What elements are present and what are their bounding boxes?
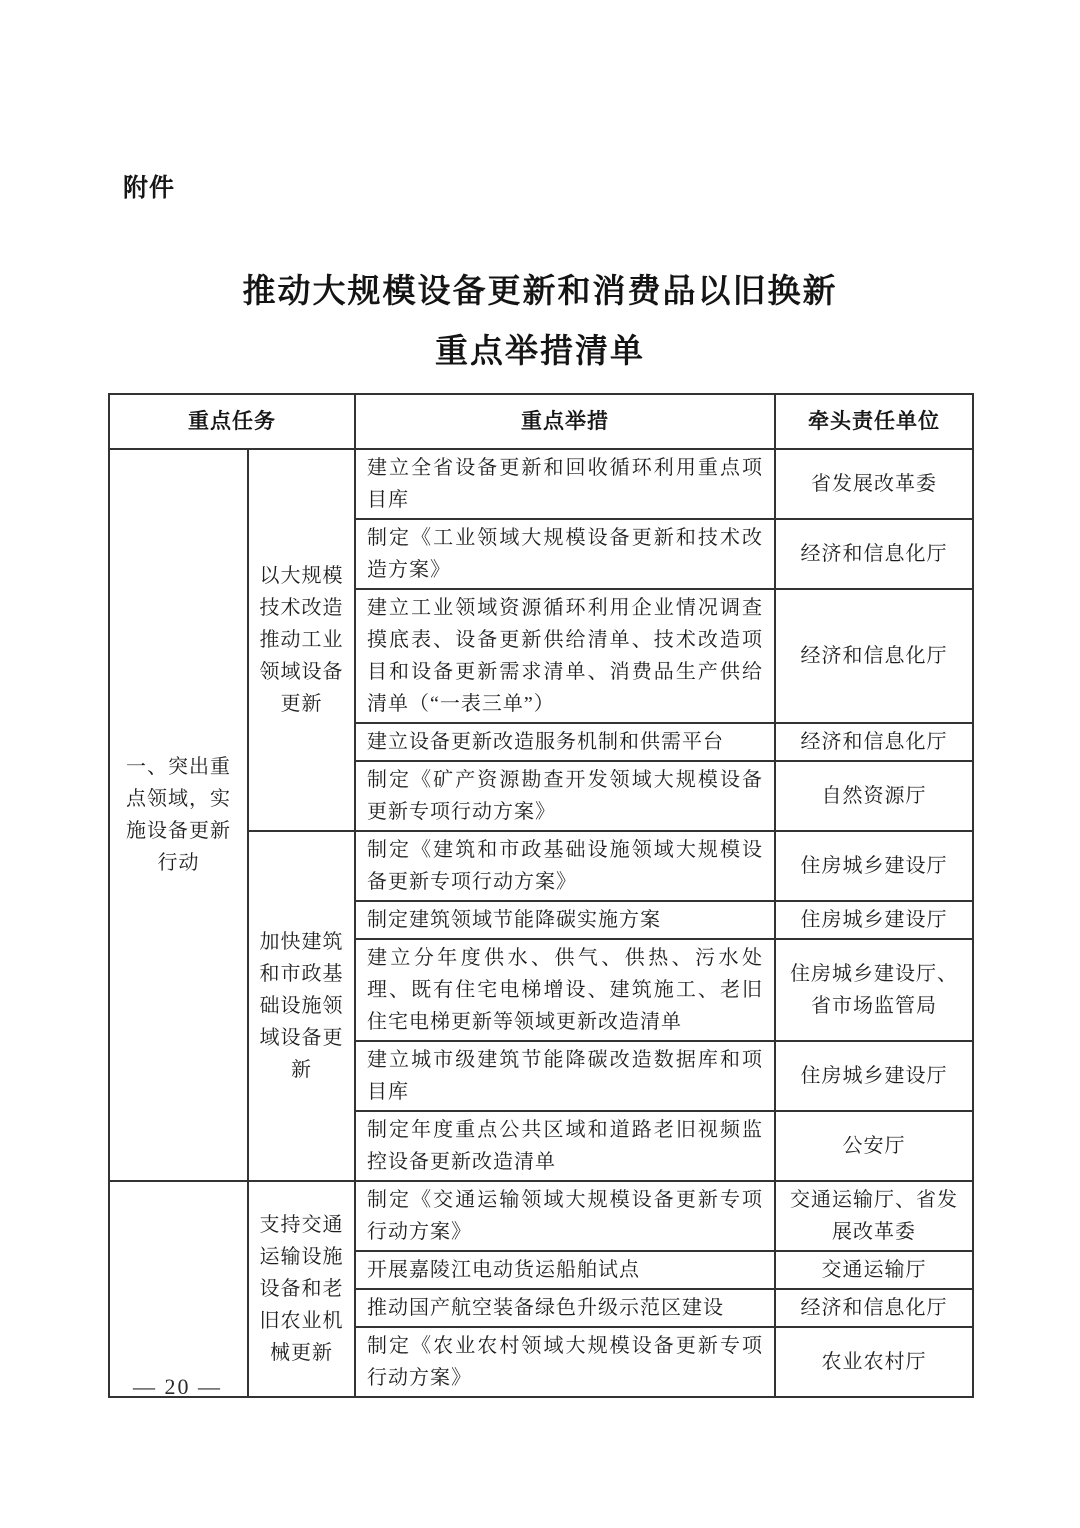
- document-title-line2: 重点举措清单: [435, 334, 645, 370]
- table-header-row: [109, 394, 973, 449]
- unit-cell: 住房城乡建设厅: [775, 1041, 973, 1111]
- table-header-unit: 牵头责任单位: [775, 394, 973, 449]
- unit-cell: 住房城乡建设厅: [775, 901, 973, 939]
- table-header-task: 重点任务: [109, 394, 355, 449]
- unit-cell: 农业农村厅: [775, 1327, 973, 1397]
- measure-cell: 建立分年度供水、供气、供热、污水处理、既有住宅电梯增设、建筑施工、老旧住宅电梯更新等领域更新改造清单: [355, 939, 775, 1041]
- unit-cell: 交通运输厅、省发展改革委: [775, 1181, 973, 1251]
- unit-cell: 住房城乡建设厅: [775, 831, 973, 901]
- measure-cell: 开展嘉陵江电动货运船舶试点: [355, 1251, 775, 1289]
- unit-cell: 经济和信息化厅: [775, 589, 973, 723]
- unit-cell: 经济和信息化厅: [775, 723, 973, 761]
- task-cell-empty: [109, 1181, 248, 1397]
- attachment-label: 附件: [123, 174, 176, 202]
- subtask-cell: 支持交通运输设施设备和老旧农业机械更新: [248, 1181, 355, 1397]
- page-number: — 20 —: [133, 1374, 222, 1399]
- subtask-cell: 以大规模技术改造推动工业领域设备更新: [248, 449, 355, 831]
- unit-cell: 自然资源厅: [775, 761, 973, 831]
- table-row: [109, 1181, 973, 1251]
- measure-cell: 建立设备更新改造服务机制和供需平台: [355, 723, 775, 761]
- measure-cell: 制定年度重点公共区域和道路老旧视频监控设备更新改造清单: [355, 1111, 775, 1181]
- measures-table: [108, 393, 974, 1398]
- unit-cell: 省发展改革委: [775, 449, 973, 519]
- document-title: [0, 262, 1080, 382]
- table-row: [109, 449, 973, 519]
- unit-cell: 住房城乡建设厅、省市场监管局: [775, 939, 973, 1041]
- unit-cell: 公安厅: [775, 1111, 973, 1181]
- task-cell: 一、突出重点领域，实施设备更新行动: [109, 449, 248, 1181]
- unit-cell: 交通运输厅: [775, 1251, 973, 1289]
- measure-cell: 制定《建筑和市政基础设施领域大规模设备更新专项行动方案》: [355, 831, 775, 901]
- measure-cell: 建立全省设备更新和回收循环利用重点项目库: [355, 449, 775, 519]
- measure-cell: 制定《交通运输领域大规模设备更新专项行动方案》: [355, 1181, 775, 1251]
- measure-cell: 建立工业领域资源循环利用企业情况调查摸底表、设备更新供给清单、技术改造项目和设备更新需求清单、消费品生产供给清单（“一表三单”）: [355, 589, 775, 723]
- measure-cell: 制定《工业领域大规模设备更新和技术改造方案》: [355, 519, 775, 589]
- measure-cell: 制定《农业农村领域大规模设备更新专项行动方案》: [355, 1327, 775, 1397]
- measure-cell: 推动国产航空装备绿色升级示范区建设: [355, 1289, 775, 1327]
- measure-cell: 制定建筑领域节能降碳实施方案: [355, 901, 775, 939]
- unit-cell: 经济和信息化厅: [775, 1289, 973, 1327]
- measure-cell: 制定《矿产资源勘查开发领域大规模设备更新专项行动方案》: [355, 761, 775, 831]
- document-title-line1: 推动大规模设备更新和消费品以旧换新: [242, 274, 838, 310]
- measure-cell: 建立城市级建筑节能降碳改造数据库和项目库: [355, 1041, 775, 1111]
- table-header-measure: 重点举措: [355, 394, 775, 449]
- subtask-cell: 加快建筑和市政基础设施领域设备更新: [248, 831, 355, 1181]
- unit-cell: 经济和信息化厅: [775, 519, 973, 589]
